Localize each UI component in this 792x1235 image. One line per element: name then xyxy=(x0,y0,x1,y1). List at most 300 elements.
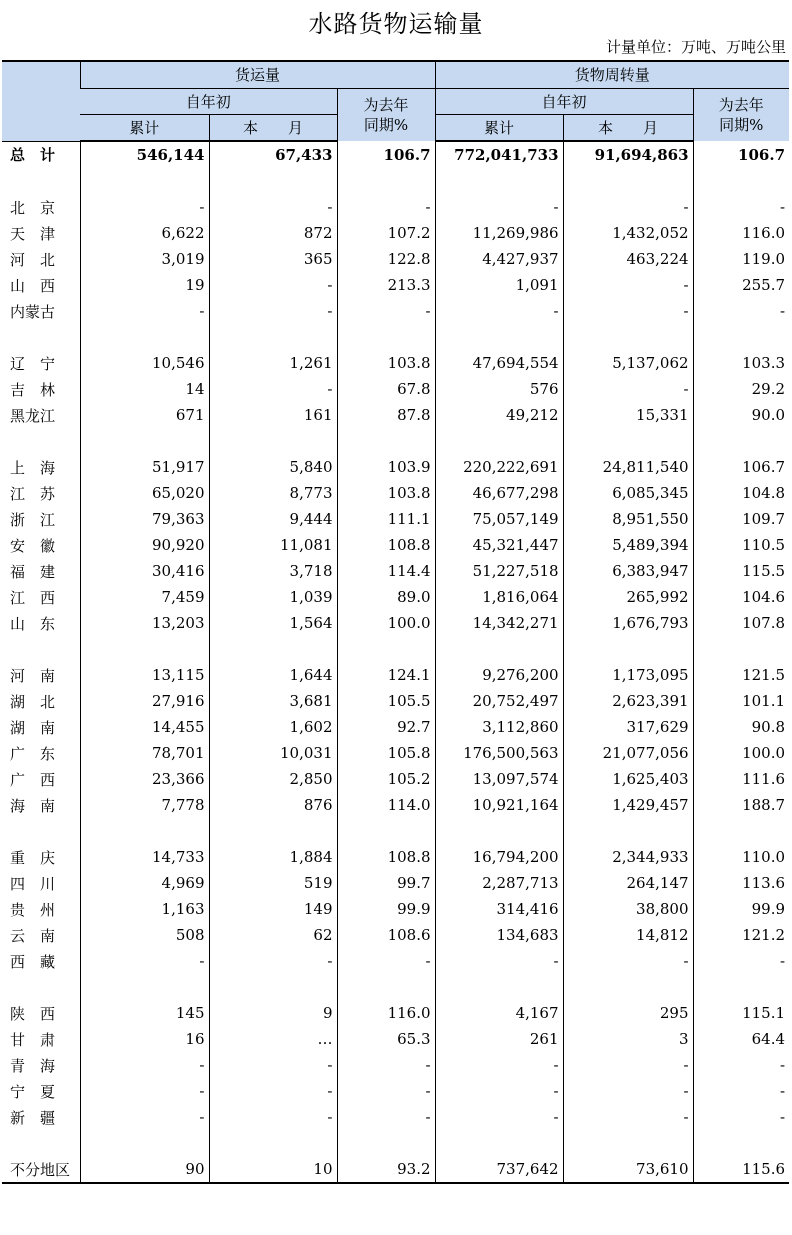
turnover-month-cell: 1,625,403 xyxy=(563,766,693,792)
turnover-ytd-cell: 9,276,200 xyxy=(435,662,563,688)
table-row xyxy=(2,1104,789,1130)
freight-ytd-cell: 7,459 xyxy=(80,584,209,610)
turnover-month-cell: 3 xyxy=(563,1026,693,1052)
freight-ytd-cell: 90 xyxy=(80,1156,209,1183)
turnover-yoy-cell: - xyxy=(693,1078,789,1104)
table-row xyxy=(2,870,789,896)
freight-yoy-cell: 105.8 xyxy=(337,740,435,766)
freight-yoy-cell: 116.0 xyxy=(337,1000,435,1026)
header-turnover-group: 货物周转量 xyxy=(435,61,789,89)
freight-ytd-cell: 13,203 xyxy=(80,610,209,636)
freight-month-cell: 9,444 xyxy=(209,506,337,532)
freight-month-cell: 1,644 xyxy=(209,662,337,688)
table-row xyxy=(2,896,789,922)
turnover-yoy-cell: 115.6 xyxy=(693,1156,789,1183)
freight-ytd-cell: 30,416 xyxy=(80,558,209,584)
table-row xyxy=(2,610,789,636)
turnover-month-cell: 1,173,095 xyxy=(563,662,693,688)
table-row xyxy=(2,1078,789,1104)
turnover-ytd-cell: 2,287,713 xyxy=(435,870,563,896)
freight-month-cell: … xyxy=(209,1026,337,1052)
turnover-month-cell: - xyxy=(563,1104,693,1130)
region-cell: 重 庆 xyxy=(10,848,56,867)
turnover-month-cell: 1,429,457 xyxy=(563,792,693,818)
freight-yoy-cell: 122.8 xyxy=(337,246,435,272)
freight-yoy-cell: 111.1 xyxy=(337,506,435,532)
freight-month-cell: 5,840 xyxy=(209,454,337,480)
turnover-month-cell xyxy=(563,324,693,350)
table-body xyxy=(2,141,789,1183)
turnover-month-cell xyxy=(563,636,693,662)
freight-yoy-cell: 108.6 xyxy=(337,922,435,948)
region-cell xyxy=(2,168,80,194)
turnover-ytd-cell: 737,642 xyxy=(435,1156,563,1183)
freight-yoy-cell: 114.0 xyxy=(337,792,435,818)
freight-ytd-cell: 14 xyxy=(80,376,209,402)
turnover-ytd-cell: - xyxy=(435,948,563,974)
freight-yoy-cell: 92.7 xyxy=(337,714,435,740)
header-turnover-yoy-line2: 同期% xyxy=(719,116,764,134)
turnover-month-cell: 24,811,540 xyxy=(563,454,693,480)
freight-ytd-cell: 27,916 xyxy=(80,688,209,714)
freight-ytd-cell: - xyxy=(80,948,209,974)
turnover-ytd-cell xyxy=(435,1130,563,1156)
turnover-ytd-cell: 46,677,298 xyxy=(435,480,563,506)
table-row xyxy=(2,844,789,870)
table-row xyxy=(2,662,789,688)
turnover-month-cell: - xyxy=(563,272,693,298)
freight-month-cell xyxy=(209,324,337,350)
freight-ytd-cell: 51,917 xyxy=(80,454,209,480)
freight-ytd-cell xyxy=(80,636,209,662)
freight-month-cell xyxy=(209,974,337,1000)
freight-month-cell: 1,261 xyxy=(209,350,337,376)
turnover-month-cell xyxy=(563,818,693,844)
turnover-yoy-cell: 121.5 xyxy=(693,662,789,688)
region-cell: 山 东 xyxy=(10,614,56,633)
turnover-month-cell: - xyxy=(563,1078,693,1104)
freight-yoy-cell: 124.1 xyxy=(337,662,435,688)
header-freight-cumulative: 累计 xyxy=(80,115,209,142)
turnover-yoy-cell: - xyxy=(693,948,789,974)
turnover-month-cell: - xyxy=(563,194,693,220)
region-cell: 湖 南 xyxy=(10,718,56,737)
turnover-yoy-cell: 115.1 xyxy=(693,1000,789,1026)
freight-ytd-cell: - xyxy=(80,1078,209,1104)
turnover-ytd-cell: 314,416 xyxy=(435,896,563,922)
turnover-ytd-cell: 10,921,164 xyxy=(435,792,563,818)
turnover-ytd-cell: - xyxy=(435,1104,563,1130)
region-cell: 辽 宁 xyxy=(10,354,56,373)
table-row xyxy=(2,584,789,610)
table-row xyxy=(2,532,789,558)
table-row xyxy=(2,480,789,506)
turnover-ytd-cell: - xyxy=(435,1052,563,1078)
header-freight-month: 本 月 xyxy=(209,115,337,142)
freight-ytd-cell: 4,969 xyxy=(80,870,209,896)
table-row xyxy=(2,1000,789,1026)
header-freight-ytd: 自年初 xyxy=(80,89,337,115)
freight-month-cell xyxy=(209,1130,337,1156)
region-cell: 宁 夏 xyxy=(10,1082,56,1101)
turnover-yoy-cell: - xyxy=(693,1052,789,1078)
table-row xyxy=(2,454,789,480)
header-freight-yoy-line2: 同期% xyxy=(363,116,409,134)
turnover-yoy-cell: 116.0 xyxy=(693,220,789,246)
turnover-ytd-cell: 772,041,733 xyxy=(435,141,563,168)
region-cell: 上 海 xyxy=(10,458,56,477)
turnover-month-cell: 91,694,863 xyxy=(563,141,693,168)
region-cell: 西 藏 xyxy=(10,952,56,971)
turnover-ytd-cell xyxy=(435,974,563,1000)
freight-month-cell: - xyxy=(209,194,337,220)
freight-month-cell: 365 xyxy=(209,246,337,272)
freight-ytd-cell: - xyxy=(80,194,209,220)
freight-yoy-cell xyxy=(337,324,435,350)
region-cell: 海 南 xyxy=(10,796,56,815)
freight-yoy-cell xyxy=(337,974,435,1000)
freight-month-cell: 10,031 xyxy=(209,740,337,766)
turnover-yoy-cell: 109.7 xyxy=(693,506,789,532)
freight-month-cell xyxy=(209,168,337,194)
turnover-ytd-cell: 45,321,447 xyxy=(435,532,563,558)
header-turnover-yoy-line1: 为去年 xyxy=(718,96,764,114)
table-row xyxy=(2,948,789,974)
freight-month-cell: 11,081 xyxy=(209,532,337,558)
turnover-yoy-cell: 115.5 xyxy=(693,558,789,584)
turnover-yoy-cell: - xyxy=(693,194,789,220)
freight-yoy-cell: 99.7 xyxy=(337,870,435,896)
region-cell: 湖 北 xyxy=(10,692,56,711)
freight-month-cell: 2,850 xyxy=(209,766,337,792)
header-freight-yoy xyxy=(337,89,435,142)
freight-month-cell: 9 xyxy=(209,1000,337,1026)
turnover-yoy-cell: 101.1 xyxy=(693,688,789,714)
freight-ytd-cell xyxy=(80,1130,209,1156)
turnover-month-cell: 15,331 xyxy=(563,402,693,428)
turnover-ytd-cell: 75,057,149 xyxy=(435,506,563,532)
turnover-yoy-cell: 99.9 xyxy=(693,896,789,922)
turnover-ytd-cell: 134,683 xyxy=(435,922,563,948)
region-cell: 甘 肃 xyxy=(10,1030,56,1049)
turnover-yoy-cell xyxy=(693,324,789,350)
region-cell: 黑龙江 xyxy=(10,406,56,425)
table-row xyxy=(2,714,789,740)
turnover-month-cell: 5,137,062 xyxy=(563,350,693,376)
freight-ytd-cell: 6,622 xyxy=(80,220,209,246)
freight-ytd-cell: 14,733 xyxy=(80,844,209,870)
freight-ytd-cell: 90,920 xyxy=(80,532,209,558)
region-cell: 贵 州 xyxy=(10,900,56,919)
spacer-row xyxy=(2,636,789,662)
table-row xyxy=(2,1156,789,1183)
header-freight-yoy-line1: 为去年 xyxy=(363,96,409,114)
turnover-yoy-cell xyxy=(693,636,789,662)
turnover-ytd-cell xyxy=(435,636,563,662)
freight-ytd-cell: 546,144 xyxy=(80,141,209,168)
freight-month-cell: 872 xyxy=(209,220,337,246)
spacer-row xyxy=(2,428,789,454)
region-cell xyxy=(2,428,80,454)
table-row xyxy=(2,506,789,532)
turnover-ytd-cell: 3,112,860 xyxy=(435,714,563,740)
turnover-yoy-cell: 104.6 xyxy=(693,584,789,610)
turnover-month-cell xyxy=(563,168,693,194)
turnover-month-cell: - xyxy=(563,298,693,324)
region-cell xyxy=(2,1130,80,1156)
header-turnover-month: 本 月 xyxy=(563,115,693,142)
turnover-month-cell xyxy=(563,974,693,1000)
spacer-row xyxy=(2,974,789,1000)
turnover-ytd-cell: 220,222,691 xyxy=(435,454,563,480)
turnover-ytd-cell: 16,794,200 xyxy=(435,844,563,870)
freight-month-cell: 149 xyxy=(209,896,337,922)
region-cell: 河 北 xyxy=(10,250,56,269)
turnover-ytd-cell: - xyxy=(435,1078,563,1104)
turnover-yoy-cell: 255.7 xyxy=(693,272,789,298)
turnover-month-cell: - xyxy=(563,948,693,974)
turnover-month-cell: 5,489,394 xyxy=(563,532,693,558)
header-turnover-ytd: 自年初 xyxy=(435,89,693,115)
turnover-month-cell: 265,992 xyxy=(563,584,693,610)
freight-ytd-cell xyxy=(80,818,209,844)
turnover-ytd-cell: 49,212 xyxy=(435,402,563,428)
turnover-month-cell: 6,085,345 xyxy=(563,480,693,506)
freight-month-cell: 1,564 xyxy=(209,610,337,636)
turnover-ytd-cell: 13,097,574 xyxy=(435,766,563,792)
freight-yoy-cell: 103.9 xyxy=(337,454,435,480)
freight-month-cell: - xyxy=(209,948,337,974)
region-cell: 江 苏 xyxy=(10,484,56,503)
data-table xyxy=(2,60,789,1184)
freight-month-cell: 3,718 xyxy=(209,558,337,584)
turnover-ytd-cell: 4,167 xyxy=(435,1000,563,1026)
freight-ytd-cell: 671 xyxy=(80,402,209,428)
freight-month-cell xyxy=(209,818,337,844)
page-title: 水路货物运输量 xyxy=(308,10,484,38)
turnover-month-cell: - xyxy=(563,1052,693,1078)
freight-month-cell: - xyxy=(209,298,337,324)
turnover-ytd-cell: - xyxy=(435,298,563,324)
region-cell: 安 徽 xyxy=(10,536,56,555)
freight-month-cell: 1,039 xyxy=(209,584,337,610)
turnover-month-cell: 1,432,052 xyxy=(563,220,693,246)
turnover-ytd-cell xyxy=(435,168,563,194)
turnover-yoy-cell xyxy=(693,974,789,1000)
turnover-yoy-cell: - xyxy=(693,1104,789,1130)
turnover-ytd-cell: 51,227,518 xyxy=(435,558,563,584)
turnover-ytd-cell: 1,091 xyxy=(435,272,563,298)
region-cell: 天 津 xyxy=(10,224,56,243)
freight-yoy-cell: 100.0 xyxy=(337,610,435,636)
turnover-month-cell: 463,224 xyxy=(563,246,693,272)
freight-month-cell: 1,602 xyxy=(209,714,337,740)
turnover-ytd-cell: 4,427,937 xyxy=(435,246,563,272)
table-row xyxy=(2,376,789,402)
turnover-month-cell: 14,812 xyxy=(563,922,693,948)
header-turnover-yoy xyxy=(693,89,789,142)
spacer-row xyxy=(2,1130,789,1156)
freight-month-cell: 876 xyxy=(209,792,337,818)
turnover-yoy-cell: 107.8 xyxy=(693,610,789,636)
turnover-ytd-cell: 14,342,271 xyxy=(435,610,563,636)
table-row xyxy=(2,740,789,766)
freight-ytd-cell xyxy=(80,168,209,194)
freight-ytd-cell: 14,455 xyxy=(80,714,209,740)
turnover-yoy-cell: 104.8 xyxy=(693,480,789,506)
freight-yoy-cell: 103.8 xyxy=(337,350,435,376)
freight-yoy-cell: - xyxy=(337,1052,435,1078)
region-cell: 云 南 xyxy=(10,926,56,945)
region-cell: 内蒙古 xyxy=(10,302,56,321)
turnover-yoy-cell: 29.2 xyxy=(693,376,789,402)
freight-yoy-cell: 106.7 xyxy=(337,141,435,168)
table-row xyxy=(2,688,789,714)
turnover-month-cell xyxy=(563,428,693,454)
region-cell xyxy=(2,324,80,350)
freight-month-cell xyxy=(209,636,337,662)
region-cell: 吉 林 xyxy=(10,380,56,399)
turnover-month-cell: 2,623,391 xyxy=(563,688,693,714)
turnover-month-cell: 6,383,947 xyxy=(563,558,693,584)
freight-ytd-cell: 19 xyxy=(80,272,209,298)
region-cell: 河 南 xyxy=(10,666,56,685)
freight-ytd-cell: 1,163 xyxy=(80,896,209,922)
freight-ytd-cell: - xyxy=(80,298,209,324)
freight-yoy-cell xyxy=(337,168,435,194)
turnover-yoy-cell: 100.0 xyxy=(693,740,789,766)
freight-yoy-cell xyxy=(337,636,435,662)
freight-yoy-cell: 103.8 xyxy=(337,480,435,506)
freight-month-cell: - xyxy=(209,376,337,402)
turnover-yoy-cell: 110.5 xyxy=(693,532,789,558)
turnover-yoy-cell: 106.7 xyxy=(693,141,789,168)
region-cell: 山 西 xyxy=(10,276,56,295)
region-cell: 四 川 xyxy=(10,874,56,893)
turnover-ytd-cell xyxy=(435,428,563,454)
freight-month-cell: 62 xyxy=(209,922,337,948)
freight-ytd-cell xyxy=(80,974,209,1000)
turnover-yoy-cell xyxy=(693,428,789,454)
freight-month-cell: 519 xyxy=(209,870,337,896)
header-corner xyxy=(2,61,80,141)
spacer-row xyxy=(2,324,789,350)
turnover-yoy-cell: 64.4 xyxy=(693,1026,789,1052)
freight-ytd-cell: 145 xyxy=(80,1000,209,1026)
region-cell: 广 西 xyxy=(10,770,56,789)
spacer-row xyxy=(2,818,789,844)
region-cell: 新 疆 xyxy=(10,1108,56,1127)
turnover-yoy-cell: 119.0 xyxy=(693,246,789,272)
freight-yoy-cell xyxy=(337,818,435,844)
table-row xyxy=(2,766,789,792)
turnover-month-cell: 2,344,933 xyxy=(563,844,693,870)
freight-yoy-cell xyxy=(337,1130,435,1156)
table-header xyxy=(2,61,789,141)
turnover-ytd-cell: 47,694,554 xyxy=(435,350,563,376)
freight-month-cell: - xyxy=(209,1104,337,1130)
turnover-yoy-cell: 106.7 xyxy=(693,454,789,480)
turnover-yoy-cell: 111.6 xyxy=(693,766,789,792)
unit-note: 计量单位：万吨、万吨公里 xyxy=(605,38,786,56)
turnover-month-cell: 8,951,550 xyxy=(563,506,693,532)
freight-month-cell xyxy=(209,428,337,454)
region-cell xyxy=(2,636,80,662)
freight-yoy-cell: 213.3 xyxy=(337,272,435,298)
freight-yoy-cell: 105.5 xyxy=(337,688,435,714)
freight-ytd-cell: - xyxy=(80,1052,209,1078)
region-cell: 广 东 xyxy=(10,744,56,763)
turnover-yoy-cell xyxy=(693,1130,789,1156)
table-row xyxy=(2,298,789,324)
region-cell: 北 京 xyxy=(10,198,56,217)
freight-yoy-cell: 87.8 xyxy=(337,402,435,428)
freight-yoy-cell: 93.2 xyxy=(337,1156,435,1183)
table-row xyxy=(2,246,789,272)
freight-yoy-cell: 108.8 xyxy=(337,532,435,558)
freight-yoy-cell: - xyxy=(337,194,435,220)
freight-ytd-cell: 65,020 xyxy=(80,480,209,506)
turnover-ytd-cell: 261 xyxy=(435,1026,563,1052)
freight-month-cell: - xyxy=(209,1078,337,1104)
freight-yoy-cell: 105.2 xyxy=(337,766,435,792)
freight-month-cell: 161 xyxy=(209,402,337,428)
turnover-yoy-cell: 90.0 xyxy=(693,402,789,428)
turnover-ytd-cell: 1,816,064 xyxy=(435,584,563,610)
freight-ytd-cell: 3,019 xyxy=(80,246,209,272)
region-cell xyxy=(2,818,80,844)
turnover-ytd-cell: 576 xyxy=(435,376,563,402)
freight-ytd-cell: - xyxy=(80,1104,209,1130)
turnover-yoy-cell: 121.2 xyxy=(693,922,789,948)
turnover-month-cell: 295 xyxy=(563,1000,693,1026)
freight-ytd-cell: 13,115 xyxy=(80,662,209,688)
freight-month-cell: 1,884 xyxy=(209,844,337,870)
table-row xyxy=(2,350,789,376)
turnover-month-cell xyxy=(563,1130,693,1156)
region-cell: 青 海 xyxy=(10,1056,56,1075)
table-row xyxy=(2,1026,789,1052)
freight-yoy-cell: 65.3 xyxy=(337,1026,435,1052)
region-cell: 福 建 xyxy=(10,562,56,581)
freight-ytd-cell: 7,778 xyxy=(80,792,209,818)
freight-ytd-cell xyxy=(80,324,209,350)
freight-ytd-cell: 78,701 xyxy=(80,740,209,766)
freight-ytd-cell: 508 xyxy=(80,922,209,948)
turnover-yoy-cell xyxy=(693,168,789,194)
turnover-month-cell: 21,077,056 xyxy=(563,740,693,766)
turnover-month-cell: 264,147 xyxy=(563,870,693,896)
turnover-month-cell: 1,676,793 xyxy=(563,610,693,636)
total-row xyxy=(2,141,789,168)
freight-month-cell: 3,681 xyxy=(209,688,337,714)
turnover-yoy-cell: 110.0 xyxy=(693,844,789,870)
turnover-ytd-cell xyxy=(435,818,563,844)
freight-month-cell: 67,433 xyxy=(209,141,337,168)
freight-yoy-cell: 107.2 xyxy=(337,220,435,246)
turnover-ytd-cell: 176,500,563 xyxy=(435,740,563,766)
header-turnover-cumulative: 累计 xyxy=(435,115,563,142)
turnover-yoy-cell: 188.7 xyxy=(693,792,789,818)
freight-month-cell: 10 xyxy=(209,1156,337,1183)
freight-month-cell: 8,773 xyxy=(209,480,337,506)
turnover-ytd-cell: - xyxy=(435,194,563,220)
turnover-month-cell: - xyxy=(563,376,693,402)
turnover-ytd-cell xyxy=(435,324,563,350)
turnover-yoy-cell: 113.6 xyxy=(693,870,789,896)
table-row xyxy=(2,922,789,948)
table-row xyxy=(2,1052,789,1078)
